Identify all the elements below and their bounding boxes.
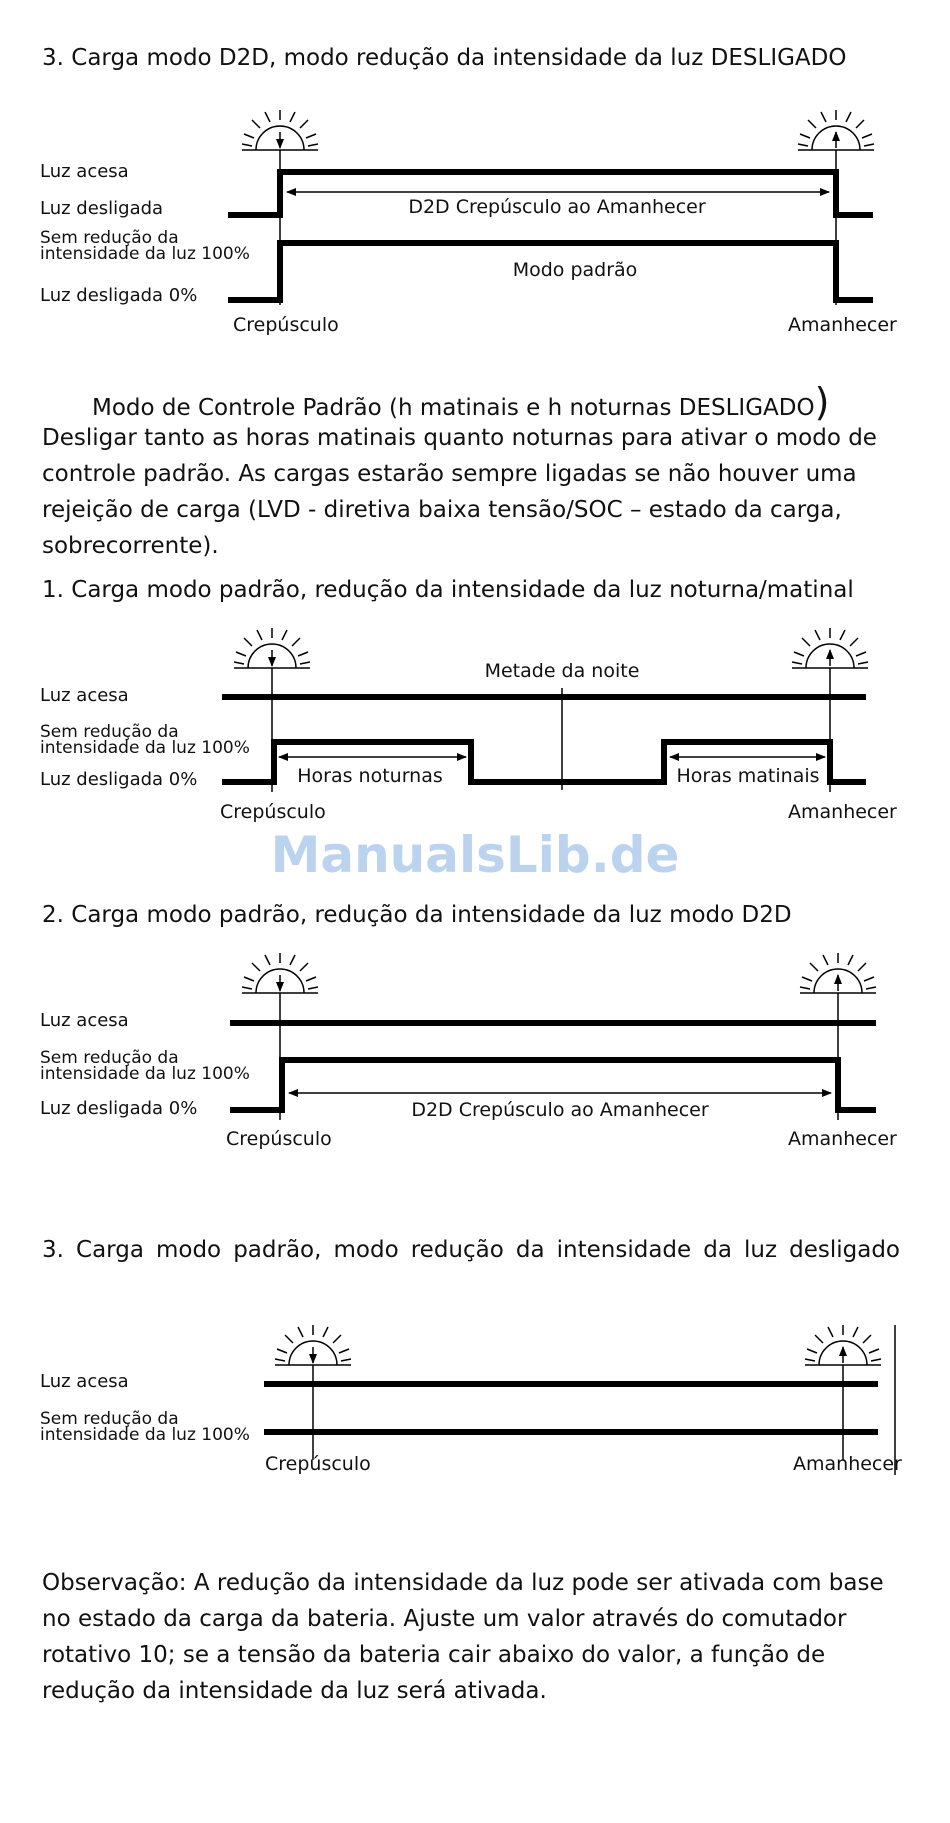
dusk-label: Crepúsculo [265, 1453, 371, 1475]
label-light-off: Luz desligada [40, 198, 164, 219]
night-hours-label: Horas noturnas [297, 765, 443, 787]
diagram-standard-d2d [226, 953, 897, 1150]
sunset-icon [242, 953, 318, 993]
diagram-standard-night-morning [220, 628, 897, 823]
label-no-dimming-line1: Sem redução da [40, 722, 179, 742]
diagram-d2d-dimming-off [228, 110, 897, 336]
label-light-on: Luz acesa [40, 1010, 129, 1031]
note-paragraph: Observação: A redução da intensidade da luz pode ser ativada com base no estado da carga da bateria. Ajuste um valor através do comutador rotativo 10; se a tensão da bateria cair abaixo do valor, a função de redução da intensidade da luz será ativada. [42, 1570, 884, 1704]
standard-mode-body: Desligar tanto as horas matinais quanto noturnas para ativar o modo de controle padrão. As cargas estarão sempre ligadas se não houver uma rejeição de carga (LVD - diretiva baixa tensão/SOC – estado da carga, sobrecorrente). [42, 425, 877, 559]
label-light-on: Luz acesa [40, 161, 129, 182]
label-light-on: Luz acesa [40, 1371, 129, 1392]
label-no-dimming-line2: intensidade da luz 100% [40, 1064, 250, 1084]
dusk-label: Crepúsculo [226, 1128, 332, 1150]
diagram-standard-dimming-off [264, 1325, 902, 1475]
sunrise-icon [798, 110, 874, 150]
section-heading-std-night-morning: 1. Carga modo padrão, redução da intensidade da luz noturna/matinal [42, 577, 854, 603]
dawn-label: Amanhecer [788, 1128, 897, 1150]
morning-hours-label: Horas matinais [676, 765, 820, 787]
standard-mode-title-text: Modo de Controle Padrão (h matinais e h noturnas DESLIGADO [92, 395, 815, 421]
label-no-dimming-line1: Sem redução da [40, 1048, 179, 1068]
dusk-label: Crepúsculo [233, 314, 339, 336]
label-no-dimming-line1: Sem redução da [40, 1409, 179, 1429]
dawn-label: Amanhecer [788, 801, 897, 823]
label-no-dimming-line2: intensidade da luz 100% [40, 1425, 250, 1445]
label-no-dimming-line2: intensidade da luz 100% [40, 244, 250, 264]
dawn-label: Amanhecer [793, 1453, 902, 1475]
label-off-zero: Luz desligada 0% [40, 1098, 198, 1119]
d2d-arrow-label: D2D Crepúsculo ao Amanhecer [408, 196, 706, 218]
label-off-zero: Luz desligada 0% [40, 285, 198, 306]
label-light-on: Luz acesa [40, 685, 129, 706]
sunrise-icon [800, 953, 876, 993]
sunset-icon [242, 110, 318, 150]
midnight-label: Metade da noite [484, 660, 640, 682]
standard-mode-title-paren: ) [814, 380, 830, 424]
dawn-label: Amanhecer [788, 314, 897, 336]
sunrise-icon [792, 628, 868, 668]
watermark: ManualsLib.de [270, 826, 680, 884]
section-heading-std-off: 3. Carga modo padrão, modo redução da intensidade da luz desligado [42, 1237, 900, 1263]
section-heading-d2d-off: 3. Carga modo D2D, modo redução da intensidade da luz DESLIGADO [42, 45, 847, 71]
sunset-icon [234, 628, 310, 668]
label-no-dimming-line1: Sem redução da [40, 228, 179, 248]
dusk-label: Crepúsculo [220, 801, 326, 823]
label-no-dimming-line2: intensidade da luz 100% [40, 738, 250, 758]
d2d-arrow-label: D2D Crepúsculo ao Amanhecer [411, 1099, 709, 1121]
sunrise-icon [805, 1325, 881, 1365]
section-heading-std-d2d: 2. Carga modo padrão, redução da intensidade da luz modo D2D [42, 902, 792, 928]
standard-mode-label: Modo padrão [512, 259, 638, 281]
label-off-zero: Luz desligada 0% [40, 769, 198, 790]
sunset-icon [275, 1325, 351, 1365]
